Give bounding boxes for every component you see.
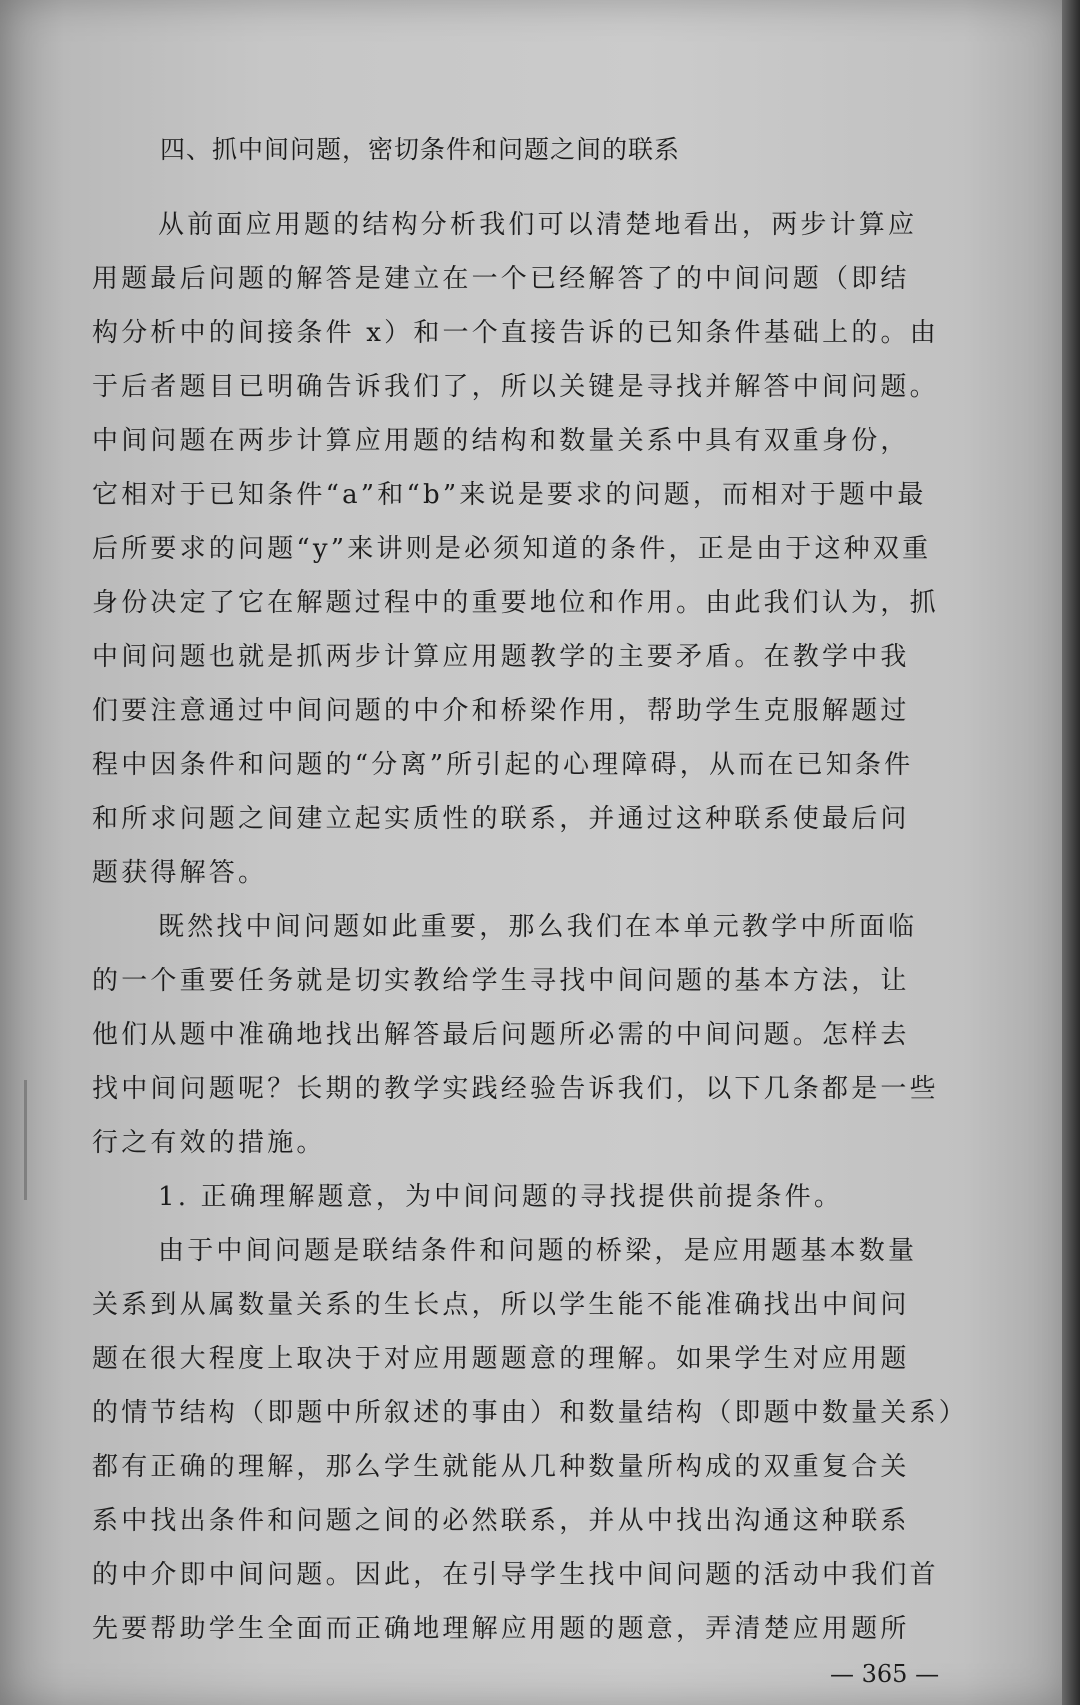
numbered-item-heading: 1. 正确理解题意，为中间问题的寻找提供前提条件。 [158,1182,844,1212]
text-line: 他们从题中准确地找出解答最后问题所必需的中间问题。怎样去 [92,1020,910,1050]
text-line: 题在很大程度上取决于对应用题题意的理解。如果学生对应用题 [92,1344,910,1374]
text-line: 从前面应用题的结构分析我们可以清楚地看出，两步计算应 [158,210,918,240]
page-edge-shadow [1062,0,1080,1705]
text-line: 都有正确的理解，那么学生就能从几种数量所构成的双重复合关 [92,1452,910,1482]
text-line: 它相对于已知条件“a”和“b”来说是要求的问题，而相对于题中最 [92,480,927,510]
text-line: 们要注意通过中间问题的中介和桥梁作用，帮助学生克服解题过 [92,696,910,726]
text-line: 行之有效的措施。 [92,1128,326,1158]
margin-mark [24,1080,27,1200]
text-line: 身份决定了它在解题过程中的重要地位和作用。由此我们认为，抓 [92,588,939,618]
text-line: 由于中间问题是联结条件和问题的桥梁，是应用题基本数量 [158,1236,918,1266]
text-line: 的情节结构（即题中所叙述的事由）和数量结构（即题中数量关系） [92,1398,969,1428]
text-line: 系中找出条件和问题之间的必然联系，并从中找出沟通这种联系 [92,1506,910,1536]
text-line: 的中介即中间问题。因此，在引导学生找中间问题的活动中我们首 [92,1560,939,1590]
text-line: 中间问题也就是抓两步计算应用题教学的主要矛盾。在教学中我 [92,642,910,672]
text-line: 程中因条件和问题的“分离”所引起的心理障碍，从而在已知条件 [92,750,914,780]
text-line: 和所求问题之间建立起实质性的联系，并通过这种联系使最后问 [92,804,910,834]
page-number: — 365 — [830,1660,940,1688]
text-line: 中间问题在两步计算应用题的结构和数量关系中具有双重身份， [92,426,910,456]
text-line: 先要帮助学生全面而正确地理解应用题的题意，弄清楚应用题所 [92,1614,910,1644]
section-heading: 四、抓中间问题，密切条件和问题之间的联系 [160,135,681,164]
text-line: 用题最后问题的解答是建立在一个已经解答了的中间问题（即结 [92,264,910,294]
text-line: 构分析中的间接条件 x）和一个直接告诉的已知条件基础上的。由 [92,318,939,348]
text-line: 题获得解答。 [92,858,268,888]
text-line: 找中间问题呢？长期的教学实践经验告诉我们，以下几条都是一些 [92,1074,939,1104]
text-line: 后所要求的问题“y”来讲则是必须知道的条件，正是由于这种双重 [92,534,932,564]
text-line: 于后者题目已明确告诉我们了，所以关键是寻找并解答中间问题。 [92,372,939,402]
text-line: 的一个重要任务就是切实教给学生寻找中间问题的基本方法，让 [92,966,910,996]
text-line: 关系到从属数量关系的生长点，所以学生能不能准确找出中间问 [92,1290,910,1320]
text-line: 既然找中间问题如此重要，那么我们在本单元教学中所面临 [158,912,918,942]
